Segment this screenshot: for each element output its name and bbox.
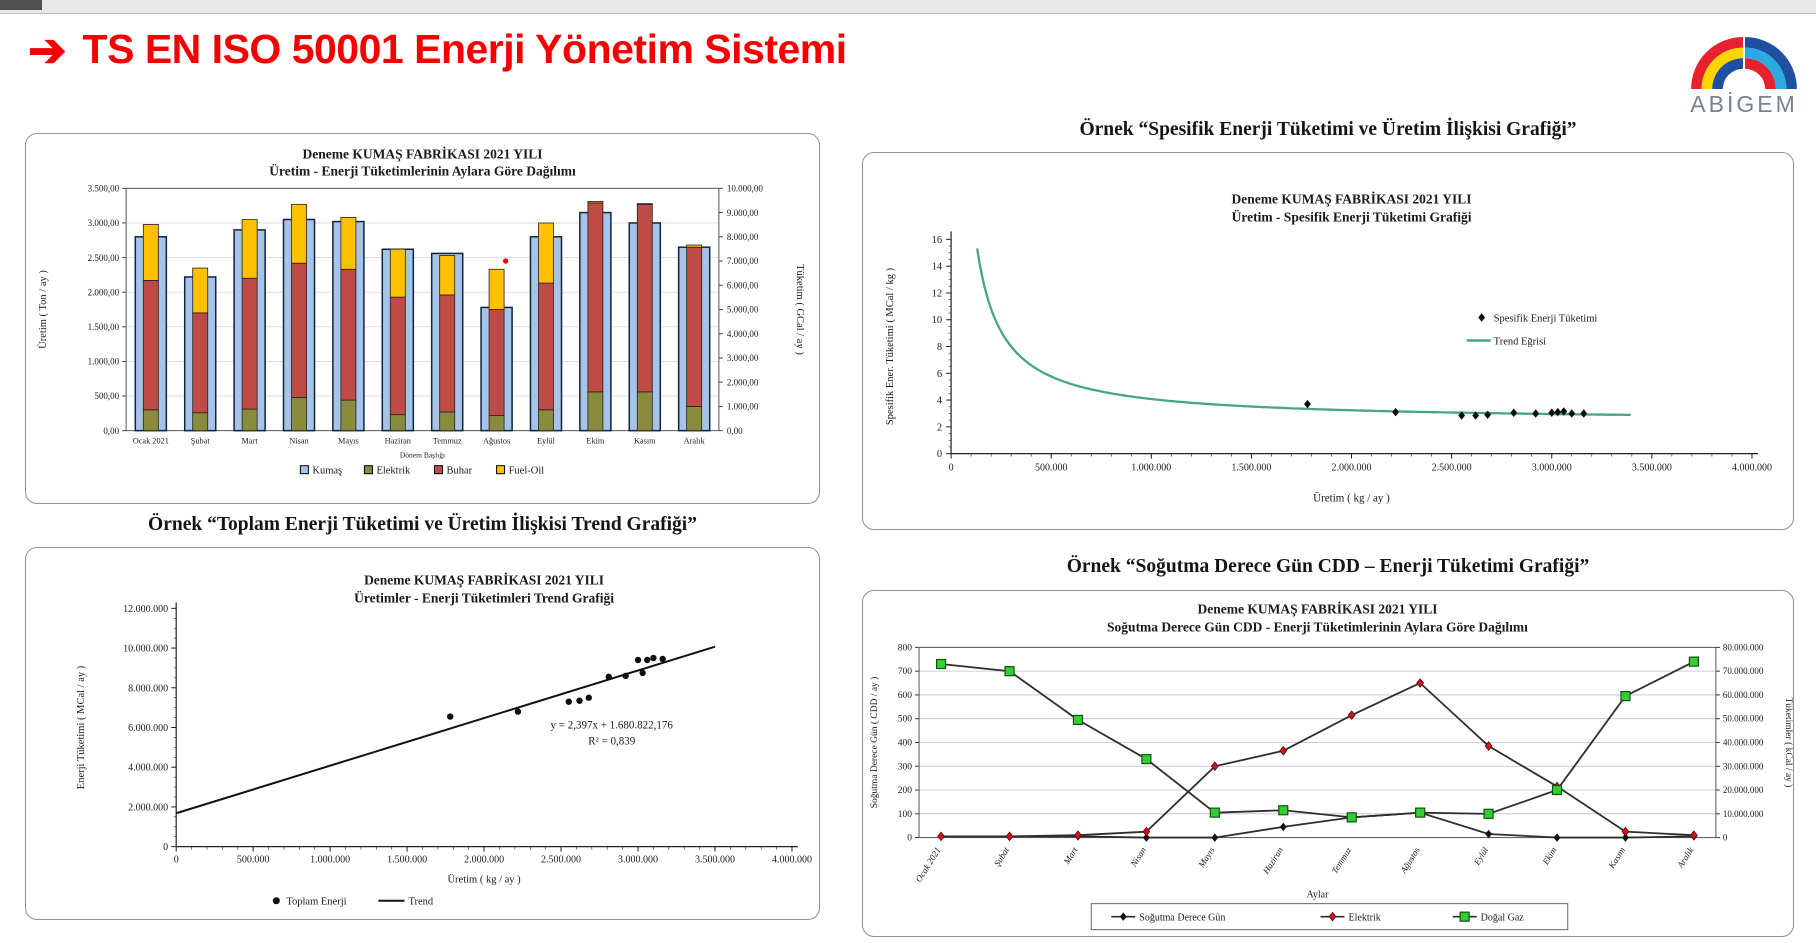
svg-text:10.000,00: 10.000,00 bbox=[726, 183, 763, 194]
svg-text:Ağustos: Ağustos bbox=[1398, 845, 1422, 875]
svg-text:80.000.000: 80.000.000 bbox=[1722, 642, 1764, 653]
svg-text:300: 300 bbox=[897, 762, 913, 773]
svg-text:400: 400 bbox=[897, 738, 913, 749]
svg-text:3.500.000: 3.500.000 bbox=[1631, 462, 1672, 474]
svg-text:Üretim ( kg / ay ): Üretim ( kg / ay ) bbox=[1313, 492, 1390, 505]
bar-chart-canvas bbox=[26, 134, 819, 503]
svg-text:y = 2,397x + 1.680.822,176: y = 2,397x + 1.680.822,176 bbox=[550, 719, 673, 732]
svg-text:Şubat: Şubat bbox=[190, 436, 210, 446]
svg-text:12: 12 bbox=[931, 288, 943, 300]
svg-text:800: 800 bbox=[897, 643, 913, 654]
svg-text:Deneme KUMAŞ FABRİKASI 2021 YI: Deneme KUMAŞ FABRİKASI 2021 YILI bbox=[364, 572, 605, 588]
svg-text:2.000,00: 2.000,00 bbox=[87, 287, 120, 298]
svg-text:Deneme KUMAŞ FABRİKASI 2021 YI: Deneme KUMAŞ FABRİKASI 2021 YILI bbox=[1231, 191, 1472, 207]
chart-title-toplam-trend: Örnek “Toplam Enerji Tüketimi ve Üretim İlişkisi Trend Grafiği” bbox=[148, 514, 697, 535]
page-header bbox=[28, 23, 847, 76]
svg-text:Nisan: Nisan bbox=[289, 436, 309, 446]
svg-text:Elektrik: Elektrik bbox=[376, 465, 411, 477]
svg-text:Deneme KUMAŞ FABRİKASI 2021 YI: Deneme KUMAŞ FABRİKASI 2021 YILI bbox=[302, 146, 543, 162]
svg-text:8.000,00: 8.000,00 bbox=[726, 232, 759, 243]
svg-text:7.000,00: 7.000,00 bbox=[726, 256, 759, 267]
svg-text:Aralık: Aralık bbox=[1675, 845, 1696, 870]
svg-text:6.000.000: 6.000.000 bbox=[128, 722, 169, 734]
svg-text:Deneme KUMAŞ FABRİKASI 2021 YI: Deneme KUMAŞ FABRİKASI 2021 YILI bbox=[1197, 601, 1438, 617]
svg-text:0: 0 bbox=[936, 449, 943, 461]
svg-text:0: 0 bbox=[163, 842, 169, 854]
svg-text:16: 16 bbox=[931, 234, 943, 246]
svg-text:Buhar: Buhar bbox=[446, 465, 473, 477]
chart-title-spesifik: Örnek “Spesifik Enerji Tüketimi ve Üretim İlişkisi Grafiği” bbox=[1079, 119, 1577, 140]
svg-text:Şubat: Şubat bbox=[991, 845, 1012, 869]
svg-text:0,00: 0,00 bbox=[103, 425, 120, 436]
svg-text:500: 500 bbox=[897, 714, 913, 725]
svg-text:700: 700 bbox=[897, 667, 913, 678]
svg-text:Üretimler - Enerji Tüketimleri: Üretimler - Enerji Tüketimleri Trend Grafiği bbox=[354, 590, 614, 606]
svg-text:40.000.000: 40.000.000 bbox=[1722, 737, 1764, 748]
svg-text:Elektrik: Elektrik bbox=[1348, 912, 1381, 924]
svg-text:20.000.000: 20.000.000 bbox=[1722, 785, 1764, 796]
svg-text:Ağustos: Ağustos bbox=[482, 436, 511, 446]
arrow-icon: ➔ bbox=[28, 23, 67, 76]
svg-text:200: 200 bbox=[897, 786, 913, 797]
svg-text:3.000.000: 3.000.000 bbox=[1531, 462, 1572, 474]
svg-text:1.500.000: 1.500.000 bbox=[1231, 462, 1272, 474]
svg-text:Trend: Trend bbox=[408, 896, 434, 908]
svg-text:12.000.000: 12.000.000 bbox=[123, 603, 169, 615]
chart-title-cdd: Örnek “Soğutma Derece Gün CDD – Enerji Tüketimi Grafiği” bbox=[1066, 556, 1590, 577]
svg-text:100: 100 bbox=[897, 809, 913, 820]
chart-panel-cdd bbox=[862, 590, 1794, 937]
svg-text:600: 600 bbox=[897, 690, 913, 701]
svg-text:2.500.000: 2.500.000 bbox=[541, 854, 582, 866]
svg-text:60.000.000: 60.000.000 bbox=[1722, 689, 1764, 700]
svg-text:Fuel-Oil: Fuel-Oil bbox=[508, 465, 545, 477]
svg-text:3.500,00: 3.500,00 bbox=[87, 183, 120, 194]
svg-text:30.000.000: 30.000.000 bbox=[1722, 761, 1764, 772]
svg-text:Eylül: Eylül bbox=[1471, 845, 1491, 867]
svg-text:10.000.000: 10.000.000 bbox=[123, 643, 169, 655]
svg-text:Aylar: Aylar bbox=[1306, 889, 1329, 901]
svg-text:Üretim ( kg / ay ): Üretim ( kg / ay ) bbox=[447, 874, 521, 886]
svg-text:0: 0 bbox=[948, 462, 954, 474]
svg-text:Mart: Mart bbox=[241, 436, 258, 446]
svg-text:Mart: Mart bbox=[1061, 845, 1080, 866]
svg-text:4.000.000: 4.000.000 bbox=[771, 854, 812, 866]
svg-text:Ekim: Ekim bbox=[1540, 845, 1559, 867]
top-strip bbox=[0, 0, 1816, 14]
svg-text:Spesifik Enerji Tüketimi: Spesifik Enerji Tüketimi bbox=[1493, 313, 1598, 325]
svg-text:Temmuz: Temmuz bbox=[432, 436, 462, 446]
svg-text:6: 6 bbox=[936, 368, 943, 380]
svg-text:Mayıs: Mayıs bbox=[1196, 845, 1217, 870]
svg-text:Eylül: Eylül bbox=[536, 436, 555, 446]
svg-text:Tüketim ( GCal / ay ): Tüketim ( GCal / ay ) bbox=[793, 264, 805, 355]
svg-text:50.000.000: 50.000.000 bbox=[1722, 713, 1764, 724]
svg-text:Kasım: Kasım bbox=[1606, 845, 1628, 871]
svg-text:Kasım: Kasım bbox=[633, 436, 656, 446]
svg-text:3.500.000: 3.500.000 bbox=[694, 854, 735, 866]
svg-text:R² = 0,839: R² = 0,839 bbox=[588, 735, 636, 748]
abigem-arch-icon bbox=[1686, 12, 1802, 89]
svg-text:0: 0 bbox=[1722, 832, 1728, 843]
svg-text:Nisan: Nisan bbox=[1128, 845, 1149, 869]
svg-text:4.000.000: 4.000.000 bbox=[1731, 462, 1772, 474]
svg-text:70.000.000: 70.000.000 bbox=[1722, 666, 1764, 677]
svg-text:3.000.000: 3.000.000 bbox=[618, 854, 659, 866]
svg-text:9.000,00: 9.000,00 bbox=[726, 207, 759, 218]
svg-text:0,00: 0,00 bbox=[726, 425, 743, 436]
svg-text:2.000.000: 2.000.000 bbox=[128, 802, 169, 814]
svg-text:0: 0 bbox=[173, 854, 179, 866]
svg-text:Enerji Tüketimi ( MCal / ay ): Enerji Tüketimi ( MCal / ay ) bbox=[76, 665, 88, 790]
chart-panel-toplam-trend bbox=[25, 547, 820, 920]
abigem-logo-text: ABİGEM bbox=[1690, 91, 1798, 117]
svg-text:Ocak 2021: Ocak 2021 bbox=[132, 436, 169, 446]
svg-text:500.000: 500.000 bbox=[236, 854, 270, 866]
svg-text:10.000.000: 10.000.000 bbox=[1722, 808, 1764, 819]
svg-text:8: 8 bbox=[936, 342, 943, 354]
svg-text:5.000,00: 5.000,00 bbox=[726, 304, 759, 315]
chart-panel-uretim-bar bbox=[25, 133, 820, 504]
svg-text:4.000.000: 4.000.000 bbox=[128, 762, 169, 774]
svg-text:Haziran: Haziran bbox=[384, 436, 411, 446]
svg-text:4.000,00: 4.000,00 bbox=[726, 328, 759, 339]
svg-text:Kumaş: Kumaş bbox=[312, 465, 343, 477]
corner-block bbox=[0, 0, 42, 10]
svg-text:500,00: 500,00 bbox=[94, 391, 120, 402]
svg-text:Tüketimler ( kCal / ay ): Tüketimler ( kCal / ay ) bbox=[1782, 697, 1793, 788]
cdd-chart-canvas bbox=[863, 591, 1793, 936]
svg-text:Ocak 2021: Ocak 2021 bbox=[913, 845, 943, 884]
svg-text:Üretim ( Ton / ay ): Üretim ( Ton / ay ) bbox=[38, 270, 50, 349]
svg-text:6.000,00: 6.000,00 bbox=[726, 280, 759, 291]
svg-text:Üretim - Enerji Tüketimlerinin: Üretim - Enerji Tüketimlerinin Aylara Göre Dağılımı bbox=[269, 163, 576, 179]
svg-text:Toplam Enerji: Toplam Enerji bbox=[286, 896, 347, 908]
trend-chart-canvas bbox=[26, 548, 819, 919]
svg-text:Ekim: Ekim bbox=[586, 436, 605, 446]
svg-text:3.000,00: 3.000,00 bbox=[726, 353, 759, 364]
svg-text:4: 4 bbox=[936, 395, 943, 407]
svg-text:Dönem Başlığı: Dönem Başlığı bbox=[399, 450, 446, 460]
spesifik-chart-canvas bbox=[863, 153, 1793, 529]
svg-text:1.500,00: 1.500,00 bbox=[87, 322, 120, 333]
svg-text:1.000.000: 1.000.000 bbox=[1131, 462, 1172, 474]
svg-text:3.000,00: 3.000,00 bbox=[87, 218, 120, 229]
svg-text:14: 14 bbox=[931, 261, 943, 273]
svg-text:Haziran: Haziran bbox=[1260, 845, 1285, 876]
svg-text:Soğutma Derece Gün CDD - Enerj: Soğutma Derece Gün CDD - Enerji Tüketimlerinin Aylara Göre Dağılımı bbox=[1107, 619, 1528, 635]
svg-text:1.500.000: 1.500.000 bbox=[387, 854, 428, 866]
svg-text:Trend Eğrisi: Trend Eğrisi bbox=[1493, 336, 1547, 348]
svg-text:Aralık: Aralık bbox=[683, 436, 705, 446]
svg-text:Temmuz: Temmuz bbox=[1329, 845, 1354, 876]
svg-text:Doğal Gaz: Doğal Gaz bbox=[1480, 912, 1524, 924]
svg-text:2: 2 bbox=[936, 422, 943, 434]
svg-text:2.500.000: 2.500.000 bbox=[1431, 462, 1472, 474]
svg-text:10: 10 bbox=[931, 315, 943, 327]
svg-text:1.000,00: 1.000,00 bbox=[726, 401, 759, 412]
svg-text:0: 0 bbox=[907, 833, 913, 844]
svg-text:Mayıs: Mayıs bbox=[338, 436, 359, 446]
svg-text:2.500,00: 2.500,00 bbox=[87, 252, 120, 263]
chart-panel-spesifik bbox=[862, 152, 1794, 530]
svg-text:Spesifik Ener. Tüketimi ( MCal: Spesifik Ener. Tüketimi ( MCal / kg ) bbox=[885, 267, 897, 426]
svg-text:Soğutma Derece Gün ( CDD / ay: Soğutma Derece Gün ( CDD / ay ) bbox=[870, 676, 881, 809]
svg-text:1.000.000: 1.000.000 bbox=[310, 854, 351, 866]
svg-text:2.000.000: 2.000.000 bbox=[1331, 462, 1372, 474]
svg-text:2.000.000: 2.000.000 bbox=[464, 854, 505, 866]
svg-text:500.000: 500.000 bbox=[1034, 462, 1068, 474]
svg-text:Üretim - Spesifik Enerji Tüket: Üretim - Spesifik Enerji Tüketimi Grafiği bbox=[1231, 209, 1472, 225]
svg-text:2.000,00: 2.000,00 bbox=[726, 377, 759, 388]
svg-text:Soğutma Derece Gün: Soğutma Derece Gün bbox=[1139, 912, 1226, 924]
abigem-logo bbox=[1686, 12, 1802, 118]
svg-text:1.000,00: 1.000,00 bbox=[87, 356, 120, 367]
page-title: TS EN ISO 50001 Enerji Yönetim Sistemi bbox=[82, 26, 847, 72]
svg-text:8.000.000: 8.000.000 bbox=[128, 683, 169, 695]
